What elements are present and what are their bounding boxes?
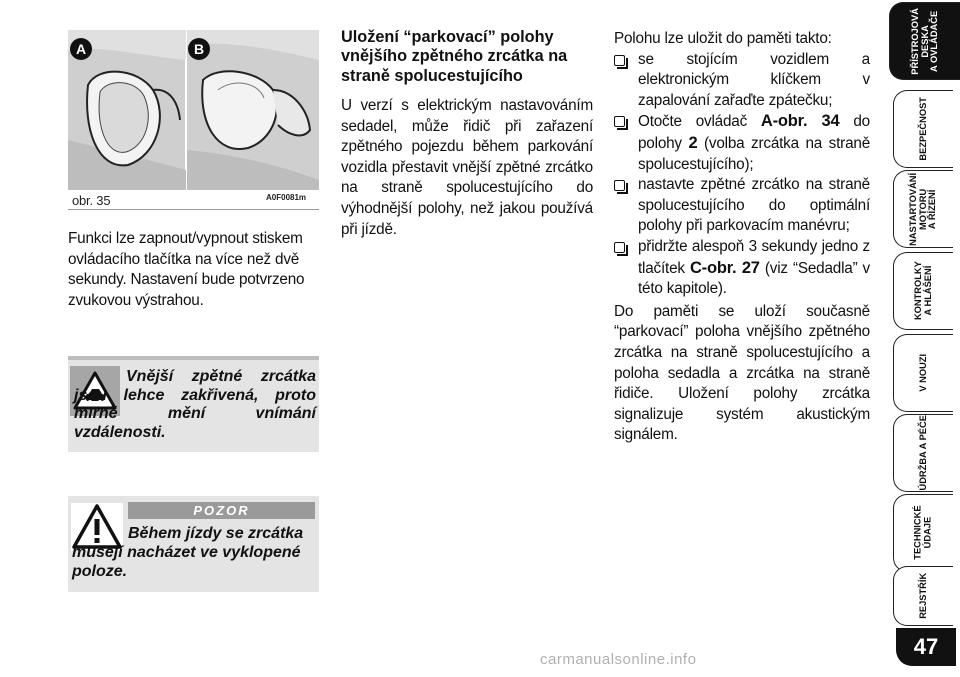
warning-text: Během jízdy se zrcátka musejí nacházet ve vyklopené poloze. [72, 525, 304, 580]
tab-pristrojova-deska[interactable]: PŘÍSTROJOVÁ DESKA A OVLÁDAČE [889, 2, 960, 80]
figure-code: A0F0081m [266, 193, 307, 202]
figure-badge-a: A [70, 38, 92, 60]
list-item: přidržte alespoň 3 sekundy jedno z tlačítek C-obr. 27 (viz “Sedadla” v této kapitole). [614, 237, 870, 300]
checkbox-bullet-icon [614, 242, 625, 253]
page-number: 47 [896, 628, 956, 666]
tab-kontrolky[interactable]: KONTROLKY A HLÁŠENÍ [893, 252, 953, 330]
tab-bezpecnost[interactable]: BEZPEČNOST [893, 90, 953, 168]
list-item: nastavte zpětné zrcátko na straně spolucestujícího do optimální polohy při parkovacím manévru; [614, 175, 870, 237]
checkbox-bullet-icon [614, 55, 625, 66]
figure-badge-b: B [188, 38, 210, 60]
right-intro: Polohu lze uložit do paměti takto: [614, 30, 832, 47]
position-number: 2 [688, 133, 698, 152]
watermark-text: carmanualsonline.info [540, 651, 697, 668]
right-closing-paragraph: Do paměti se uloží současně “parkovací” poloha vnějšího zpětného zrcátka na straně spolucestujícího a poloha sedadla a zrcátka na straně řidiče. Uložení polohy zrcátka signalizuje systém akustickým signálem. [614, 302, 870, 444]
figure-reference: C-obr. 27 [689, 258, 760, 277]
tab-udrzba[interactable]: ÚDRŽBA A PÉČE [893, 414, 953, 492]
checkbox-bullet-icon [614, 116, 625, 127]
chapter-tabs [889, 0, 960, 677]
middle-paragraph: U verzí s elektrickým nastavováním sedadel, může řidič při zařazení zpětného pojezdu během parkování vozidla přestavit vnější zpětné zrcátko na straně spolucestujícího do výhodnější polohy, než jakou používá při jízdě. [341, 97, 593, 238]
right-column [614, 29, 870, 446]
tab-rejstrik[interactable]: REJSTŘÍK [893, 566, 953, 626]
tab-v-nouzi[interactable]: V NOUZI [893, 334, 953, 412]
mirror-figure [68, 30, 319, 190]
tab-technicke-udaje[interactable]: TECHNICKÉ ÚDAJE [893, 494, 953, 572]
checkbox-bullet-icon [614, 180, 625, 191]
warning-header: POZOR [128, 502, 315, 519]
figure-divider [68, 209, 319, 210]
warning-box [68, 496, 319, 592]
figure-reference: A-obr. 34 [760, 112, 840, 131]
list-item: se stojícím vozidlem a elektronickým klíčkem v zapalování zařaďte zpátečku; [614, 50, 870, 112]
left-paragraph: Funkci lze zapnout/vypnout stiskem ovládacího tlačítka na více než dvě sekundy. Nastavení bude potvrzeno zvukovou výstrahou. [68, 230, 305, 309]
steps-list [614, 50, 870, 300]
note-box [68, 356, 319, 452]
list-item: Otočte ovládač A-obr. 34 do polohy 2 (volba zrcátka na straně spolucestujícího); [614, 111, 870, 175]
tab-nastartovani[interactable]: NASTARTOVÁNÍ MOTORU A ŘÍZENÍ [893, 170, 953, 248]
figure-caption: obr. 35 [72, 193, 111, 208]
section-heading: Uložení “parkovací” polohy vnějšího zpětného zrcátka na straně spolucestujícího [341, 28, 568, 85]
note-text: Vnější zpětné zrcátka jsou lehce zakřivená, proto mírně mění vnímání vzdálenosti. [74, 368, 316, 441]
